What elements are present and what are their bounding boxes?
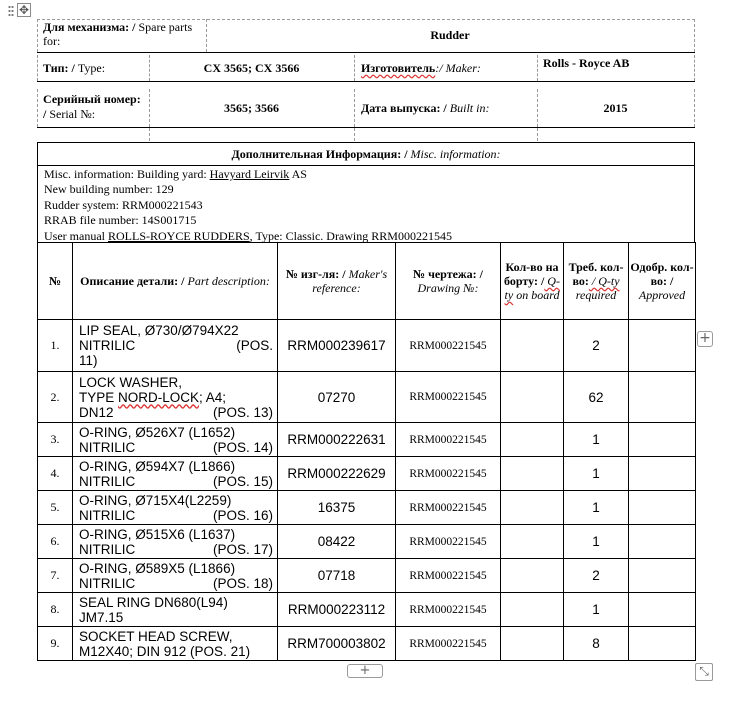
maker-reference: 08422 [278, 525, 396, 559]
misc-line-user-manual: User manual ROLLS-ROYCE RUDDERS, Type: Classic. Drawing RRM000221545 [44, 228, 452, 243]
table-row [38, 423, 696, 457]
table-row [38, 593, 696, 627]
table-resize-icon[interactable]: ⤡ [695, 663, 713, 681]
qty-on-board-cell[interactable] [501, 627, 564, 661]
drawing-number: RRM000221545 [396, 627, 501, 661]
drawing-number: RRM000221545 [396, 320, 501, 372]
col-header-qty-on-board: Кол-во на борту: / Q-ty on board [501, 243, 564, 320]
qty-on-board-cell[interactable] [501, 320, 564, 372]
part-description: SOCKET HEAD SCREW, M12X40; DIN 912 (POS. 21) [73, 627, 278, 661]
qty-required: 1 [564, 593, 629, 627]
maker-reference: 16375 [278, 491, 396, 525]
row-number: 6. [38, 525, 73, 559]
part-description: O-RING, Ø594X7 (L1866) NITRILIC (POS. 15) [73, 457, 278, 491]
serial-row [37, 89, 695, 128]
approved-cell[interactable] [629, 525, 696, 559]
part-description: O-RING, Ø715X4(L2259) NITRILIC (POS. 16) [73, 491, 278, 525]
table-row [38, 491, 696, 525]
drawing-number: RRM000221545 [396, 457, 501, 491]
approved-cell[interactable] [629, 457, 696, 491]
qty-required: 2 [564, 320, 629, 372]
table-row [38, 372, 696, 423]
mechanism-row [37, 19, 695, 53]
drawing-number: RRM000221545 [396, 559, 501, 593]
table-row [38, 525, 696, 559]
header-block [37, 19, 695, 141]
part-description: SEAL RING DN680(L94) JM7.15 [73, 593, 278, 627]
maker-label: Изготовитель:/ Maker: [361, 61, 481, 75]
table-row [38, 457, 696, 491]
row-number: 8. [38, 593, 73, 627]
mechanism-label: Для механизма: / Spare parts for: [43, 20, 193, 48]
drawing-number: RRM000221545 [396, 491, 501, 525]
table-header-row [38, 243, 696, 320]
part-description: LIP SEAL, Ø730/Ø794X22 NITRILIC (POS. 11) [73, 320, 278, 372]
type-row [37, 55, 695, 82]
row-number: 1. [38, 320, 73, 372]
qty-on-board-cell[interactable] [501, 593, 564, 627]
table-move-handle[interactable] [8, 3, 30, 19]
insert-column-button[interactable]: + [697, 331, 713, 347]
qty-on-board-cell[interactable] [501, 457, 564, 491]
maker-reference: RRM000222631 [278, 423, 396, 457]
drawing-number: RRM000221545 [396, 593, 501, 627]
parts-table [37, 242, 696, 661]
col-header-drawing-no: № чертежа: / Drawing №: [396, 243, 501, 320]
row-number: 7. [38, 559, 73, 593]
maker-reference: 07718 [278, 559, 396, 593]
part-description: O-RING, Ø526X7 (L1652) NITRILIC (POS. 14) [73, 423, 278, 457]
type-value: CX 3565; CX 3566 [203, 61, 300, 75]
maker-reference: RRM000223112 [278, 593, 396, 627]
maker-value: Rolls - Royce AB [543, 56, 630, 70]
col-header-qty-required: Треб. кол-во: / Q-ty required [564, 243, 629, 320]
move-icon[interactable]: ✥ [18, 3, 30, 17]
approved-cell[interactable] [629, 320, 696, 372]
qty-required: 62 [564, 372, 629, 423]
misc-line-building-yard: Misc. information: Building yard: Havyard Leirvik AS [44, 167, 307, 181]
drawing-number: RRM000221545 [396, 423, 501, 457]
qty-required: 8 [564, 627, 629, 661]
approved-cell[interactable] [629, 627, 696, 661]
approved-cell[interactable] [629, 559, 696, 593]
part-description: O-RING, Ø589X5 (L1866) NITRILIC (POS. 18) [73, 559, 278, 593]
qty-on-board-cell[interactable] [501, 559, 564, 593]
drag-dots-icon[interactable] [8, 5, 14, 17]
maker-reference: RRM000239617 [278, 320, 396, 372]
misc-info-block [37, 142, 695, 242]
approved-cell[interactable] [629, 491, 696, 525]
row-number: 5. [38, 491, 73, 525]
misc-line-rudder-system: Rudder system: RRM000221543 [44, 197, 203, 212]
misc-line-rrab-file: RRAB file number: 14S001715 [44, 213, 197, 228]
qty-required: 1 [564, 525, 629, 559]
col-header-maker-reference: № изг-ля: / Maker's reference: [278, 243, 396, 320]
col-header-approved: Одобр. кол-во: / Approved [629, 243, 696, 320]
qty-required: 1 [564, 457, 629, 491]
qty-required: 1 [564, 491, 629, 525]
qty-required: 2 [564, 559, 629, 593]
table-row [38, 559, 696, 593]
row-number: 4. [38, 457, 73, 491]
misc-line-newbuilding: New building number: 129 [44, 182, 174, 197]
drawing-number: RRM000221545 [396, 372, 501, 423]
part-description: LOCK WASHER, TYPE NORD-LOCK; A4; DN12 (POS. 13) [73, 372, 278, 423]
col-header-no: № [38, 243, 73, 320]
insert-row-button[interactable]: + [347, 664, 383, 678]
maker-reference: 07270 [278, 372, 396, 423]
approved-cell[interactable] [629, 372, 696, 423]
row-number: 9. [38, 627, 73, 661]
table-row [38, 320, 696, 372]
type-label: Тип: / Type: [43, 61, 106, 75]
maker-reference: RRM700003802 [278, 627, 396, 661]
part-description: O-RING, Ø515X6 (L1637) NITRILIC (POS. 17) [73, 525, 278, 559]
maker-reference: RRM000222629 [278, 457, 396, 491]
built-value: 2015 [603, 101, 628, 115]
drawing-number: RRM000221545 [396, 525, 501, 559]
qty-on-board-cell[interactable] [501, 491, 564, 525]
misc-info-title: Дополнительная Информация: / Misc. information: [38, 143, 694, 166]
built-label: Дата выпуска: / Built in: [361, 101, 490, 115]
misc-info-text [38, 166, 694, 242]
row-number: 3. [38, 423, 73, 457]
table-row [38, 627, 696, 661]
serial-value: 3565; 3566 [224, 101, 279, 115]
col-header-description: Описание детали: / Part description: [73, 243, 278, 320]
approved-cell[interactable] [629, 593, 696, 627]
approved-cell[interactable] [629, 423, 696, 457]
mechanism-value: Rudder [430, 28, 470, 42]
row-number: 2. [38, 372, 73, 423]
qty-on-board-cell[interactable] [501, 423, 564, 457]
qty-required: 1 [564, 423, 629, 457]
serial-label: Серийный номер: / Serial №: [43, 92, 141, 121]
qty-on-board-cell[interactable] [501, 525, 564, 559]
qty-on-board-cell[interactable] [501, 372, 564, 423]
